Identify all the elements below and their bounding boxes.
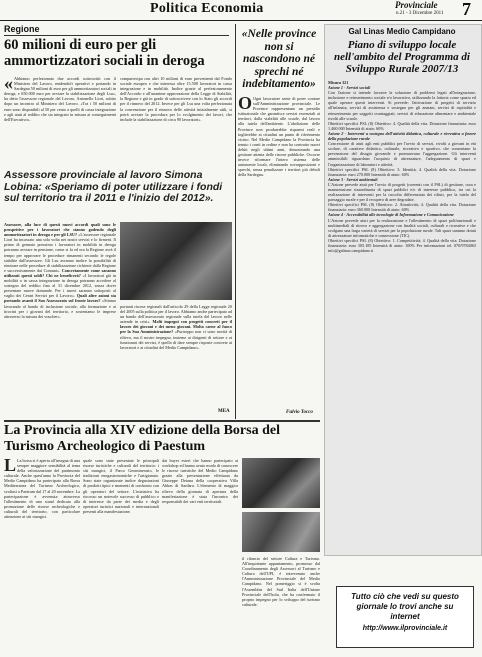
interview-col1: Assessore, alla luce di questi nuovi accordi quali sono le prospettive per i lavoratori che stanno godendo degli ammortizzatori in deroga e per gli LSU? «L'assessore regionale Liori ha incassato una sola volta nei nostri servizi e lo firmerà. Il primo di gennaio prossimo i lavoratori in mobilità in deroga potranno avviare in pensione, come si fa ed ora la Regione avrà il tempo per approvare le procedure rimanenti secondo le regole stabilite dall'assessore. Gli Lsu avranno inoltre la possibilità di rientrare nelle procedure di stabilizzazione richieste dalla Regione e successivamente dai Comuni». Concretamente come saranno utilizzati questi soldi? Chi ne beneficerà? «I lavoratori già in mobilità o in cassa integrazione in deroga potranno accedere al sostegno del reddito fino al 31 dicembre 2012, senza dover presentare nuove domande. Per i nuovi saranno sottoposti al vaglio dei Centri Servizi per il Lavoro». Quali altre azioni sta portando avanti il Suo Assessorato sul fronte lavoro? «Stiamo lavorando al bando di inclusione sociale, alla formazione e ai tirocini per i giovani del territorio, e sosteniamo le imprese attraverso la misura dei voucher».	[4, 222, 116, 319]
gal-subtitle: Piano di sviluppo locale nell'ambito del Programma di Sviluppo Rurale 2007/13	[334, 39, 470, 75]
page-number: 7	[462, 0, 471, 19]
event-photo-1	[242, 458, 320, 508]
section-title: Politica Economia	[150, 1, 264, 16]
top-headline: 60 milioni di euro per gli ammortizzatori sociali in deroga	[4, 37, 205, 69]
top-article-col1: « Abbiamo perfezionato due accordi sottoscritti con il Ministero del Lavoro, rendendoli operativi e portando in Sardegna 50 milioni di euro per gli ammortizzatori sociali in deroga, e 650.000 euro per avviare la stabilizzazione degli Lsu», ha detto l'assessore regionale del Lavoro, Antonello Liori, subito dopo un incontro al Ministero del Lavoro. «Tra i 50 milioni di euro sono disponibili al 50 per cento a quelli di cassa integrazione e agli aiuti al reddito che sia integrato in misura ai conseguimenti dell'Esecutivo».	[4, 76, 116, 122]
dropcap: O	[238, 96, 253, 113]
gal-title: Gal Linas Medio Campidano	[348, 27, 456, 36]
newspaper-logo: Provinciale	[395, 0, 438, 10]
interview-headline: Assessore provinciale al lavoro Simona Lobina: «Speriamo di poter utilizzare i fondi sul territorio tra il 2011 e l'inizio del 2012».	[4, 169, 223, 204]
website-ad[interactable]	[336, 586, 474, 648]
bottom-col3: dai buyer esteri che hanno partecipato ai workshop ed hanno avuto modo di conoscere le risorse turistiche del Medio Campidano grazie alla presentazione effettuata da Giuseppe Deiana della cooperativa Villa Abbas di Sardara. L'elemento di maggior rilievo della giornata di apertura della manifestazione è stata l'incontro dei responsabili dei vari enti territoriali.	[162, 458, 238, 504]
dropcap: L	[4, 458, 17, 475]
gal-body: Misura 321 Azione 1 - Servizi sociali Con l'azione si intende favorire la soluzione di problemi legati all'integrazione, inclusione e reinserimento sociale e/o lavorativo, utilizzando la fattoria come spazio ed quale operare questi interventi. Si prevede: l'attivazione di progetti di servizio all'infanzia, servizi di assistenza e sostegno per gli anziani, servizi di ospitalità e reinserimento per soggetti svantaggiati, servizi di educazione alimentare e ambientale rivolti alle scuole. Obiettivi specifici PSL (8) Obiettivo: 4. Qualità della vita. Dotazione finanziaria: euro 1.460.000 Intensità di aiuto: 60% Azione 2 - Interventi a sostegno dell'attività didattica, culturale e ricreativa a favore della popolazione rurale Concessione di aiuti agli enti pubblici per l'avvio di servizi, rivolti a giovani in età scolare, di carattere didattico, culturale, ricreativo e sportivo, che consentano la prevenzione del disagio giovanile e promuovano l'aggregazione. Gli interventi ammissibili riguardano l'acquisto di attrezzature, l'adeguamento di spazi e l'organizzazione di laboratori e attività. Obiettivi specifici PSL (8) Obiettivo: 3. Identità; 4. Qualità della vita. Dotazione finanziaria: euro 270.000 Intensità di aiuto: 60% Azione 3 - Servizi ambientali L'Azione prevede aiuti per l'avvio di progetti (coerenti con il PSL) di gestione, cura e manutenzione straordinaria di spazi pubblici e/o di interesse pubblico, tra cui la realizzazione di interventi per la raccolta differenziata dei rifiuti, per la tutela del paesaggio rurale e per il recupero di aree degradate. Obiettivi specifici PSL (8) Obiettivo: 2. Attrattività; 4. Qualità della vita. Dotazione finanziaria: euro 360.000 Intensità di aiuto: 60% Azione 4 - Accessibilità alle tecnologie di Informazione e Comunicazione L'Azione prevede aiuti per la realizzazione e l'allestimento di spazi polifunzionali e multimediali di ritrovo e aggregazione con finalità sociali, culturali e ricreative e che svolgano una larga varietà di servizi per la popolazione rurale. Tali spazi saranno dotati di attrezzature informatiche e connessione (TIC). Obiettivi specifici PSL (8) Obiettivo: 1. Competitività; 4. Qualità della vita. Dotazione finanziaria: euro 305.185 Intensità di aiuto: 100% Per informazioni tel. 070/9784063 info@galinas.campidano.it	[328, 80, 476, 254]
portrait-photo	[120, 222, 232, 300]
event-photo-2	[242, 512, 320, 552]
bottom-col4: il rilancio del settore Cultura e Turismo. All'importante appuntamento, promosso dal Coordinamento degli Assessori al Turismo e Cultura dell'UPI, è intervenuto anche l'Amministrazione Provinciale del Medio Campidano. Nel pomeriggio si è svolta l'Assemblea del Sud Italia dell'Unione Provinciale dell'Isola, che ha confermato il proprio impegno per lo sviluppo del turismo culturale.	[242, 556, 320, 607]
top-article-col2: compartecipa con altri 10 milioni di euro provenienti dal Fondo sociale europeo e che interessa oltre 15.500 lavoratori in cassa integrazione e in mobilità. Inoltre grazie al perfezionamento dell'Accordo e all'unanime approvazione della Legge di Stabilità, la Regione e già in grado di sottoscrivere con lo Stato gli accordi per il rinnovo del 2012. Invece per gli Lsu una volta perfezionata la convenzione per il rinnovo delle attività inizialmente utili, si potrà avviare la procedura per lo svolgimento dei lavori, che include la stabilizzazione di circa 90 lavoratori».	[120, 76, 232, 122]
pull-quote-body: O Ogni lavoratore sente di poter contare sull'Amministrazione provinciale. Le Province rappresentano un presidio istituzionale che garantisce servizi essenziali ai territori, dalla viabilità alle scuole, dal lavoro alla tutela dell'ambiente. L'abolizione delle Province non produrrebbe risparmi reali e toglierebbe ai cittadini un punto di riferimento vicino. Nel Medio Campidano la Provincia ha tenuto i conti in ordine e non ha contratto nuovi debiti negli ultimi anni, dimostrando una gestione attenta delle risorse pubbliche. Occorre invece riformare l'intero sistema delle autonomie locali, eliminando sovrapposizioni e sprechi, senza penalizzare i territori più deboli della Sardegna.	[238, 96, 320, 178]
divider	[4, 35, 229, 36]
article-label: Regione	[4, 24, 40, 34]
dropcap: «	[4, 76, 13, 93]
ad-text: Tutto ciò che vedi su questo giornale lo trovi anche su internet	[351, 592, 459, 621]
interview-author: MEA	[218, 409, 230, 414]
interview-col2: portanti risorse regionali dall'articolo 29 della Legge regionale 20 del 2005 sulla politica per il lavoro. Abbiamo anche partecipato ad un bando dell'assessorato regionale sulla tutela del lavoro nelle aziende in crisi». Molti impegni con progetti concreti per il lavoro dei giovani e dei meno giovani. Molta carne al fuoco per la Sua Amministrazione? «Purtroppo non ci sono novità di rilievo, ma il nostro impegno, insieme ai dirigenti di settore e ai funzionari dei servizi, è quello di dare sempre risposte concrete ai lavoratori e ai cittadini del Medio Campidano».	[120, 304, 232, 350]
bottom-col1: L La borsa si è aperta all'insegna di una sempre maggiore sensibilità al tema della valorizzazione del patrimonio culturale. Anche quest'anno la Provincia del Medio Campidano ha partecipato alla Borsa Mediterranea del Turismo Archeologico, svoltasi a Paestum dal 17 al 20 novembre. La partecipazione è avvenuta attraverso l'allestimento di uno stand dedicato alla promozione delle risorse archeologiche e culturali del territorio, con particolare attenzione ai siti nuragici.	[4, 458, 80, 520]
bottom-col2: quale sono state presentate le principali risorse turistiche e culturali del territorio: i siti nuragici, il Parco Geominerario, le tradizioni enogastronomiche e l'artigianato. Sono state organizzate inoltre degustazioni di prodotti tipici e momenti di confronto con gli operatori del settore. L'iniziativa ha riscosso un notevole successo di pubblico e di interesse da parte dei media e degli operatori turistici nazionali e internazionali presenti alla manifestazione.	[83, 458, 159, 514]
issue-date: n.21 - 3 Dicembre 2011	[396, 11, 444, 16]
pull-quote-author: Fulvio Tocco	[286, 410, 313, 415]
column-divider	[235, 24, 236, 419]
ad-url[interactable]: http://www.ilprovinciale.it	[362, 625, 448, 632]
bottom-headline: La Provincia alla XIV edizione della Borsa del Turismo Archeologico di Paestum	[4, 423, 280, 454]
pull-quote: «Nelle province non si nascondono né sprechi né indebitamento»	[241, 28, 317, 90]
divider	[4, 420, 320, 422]
